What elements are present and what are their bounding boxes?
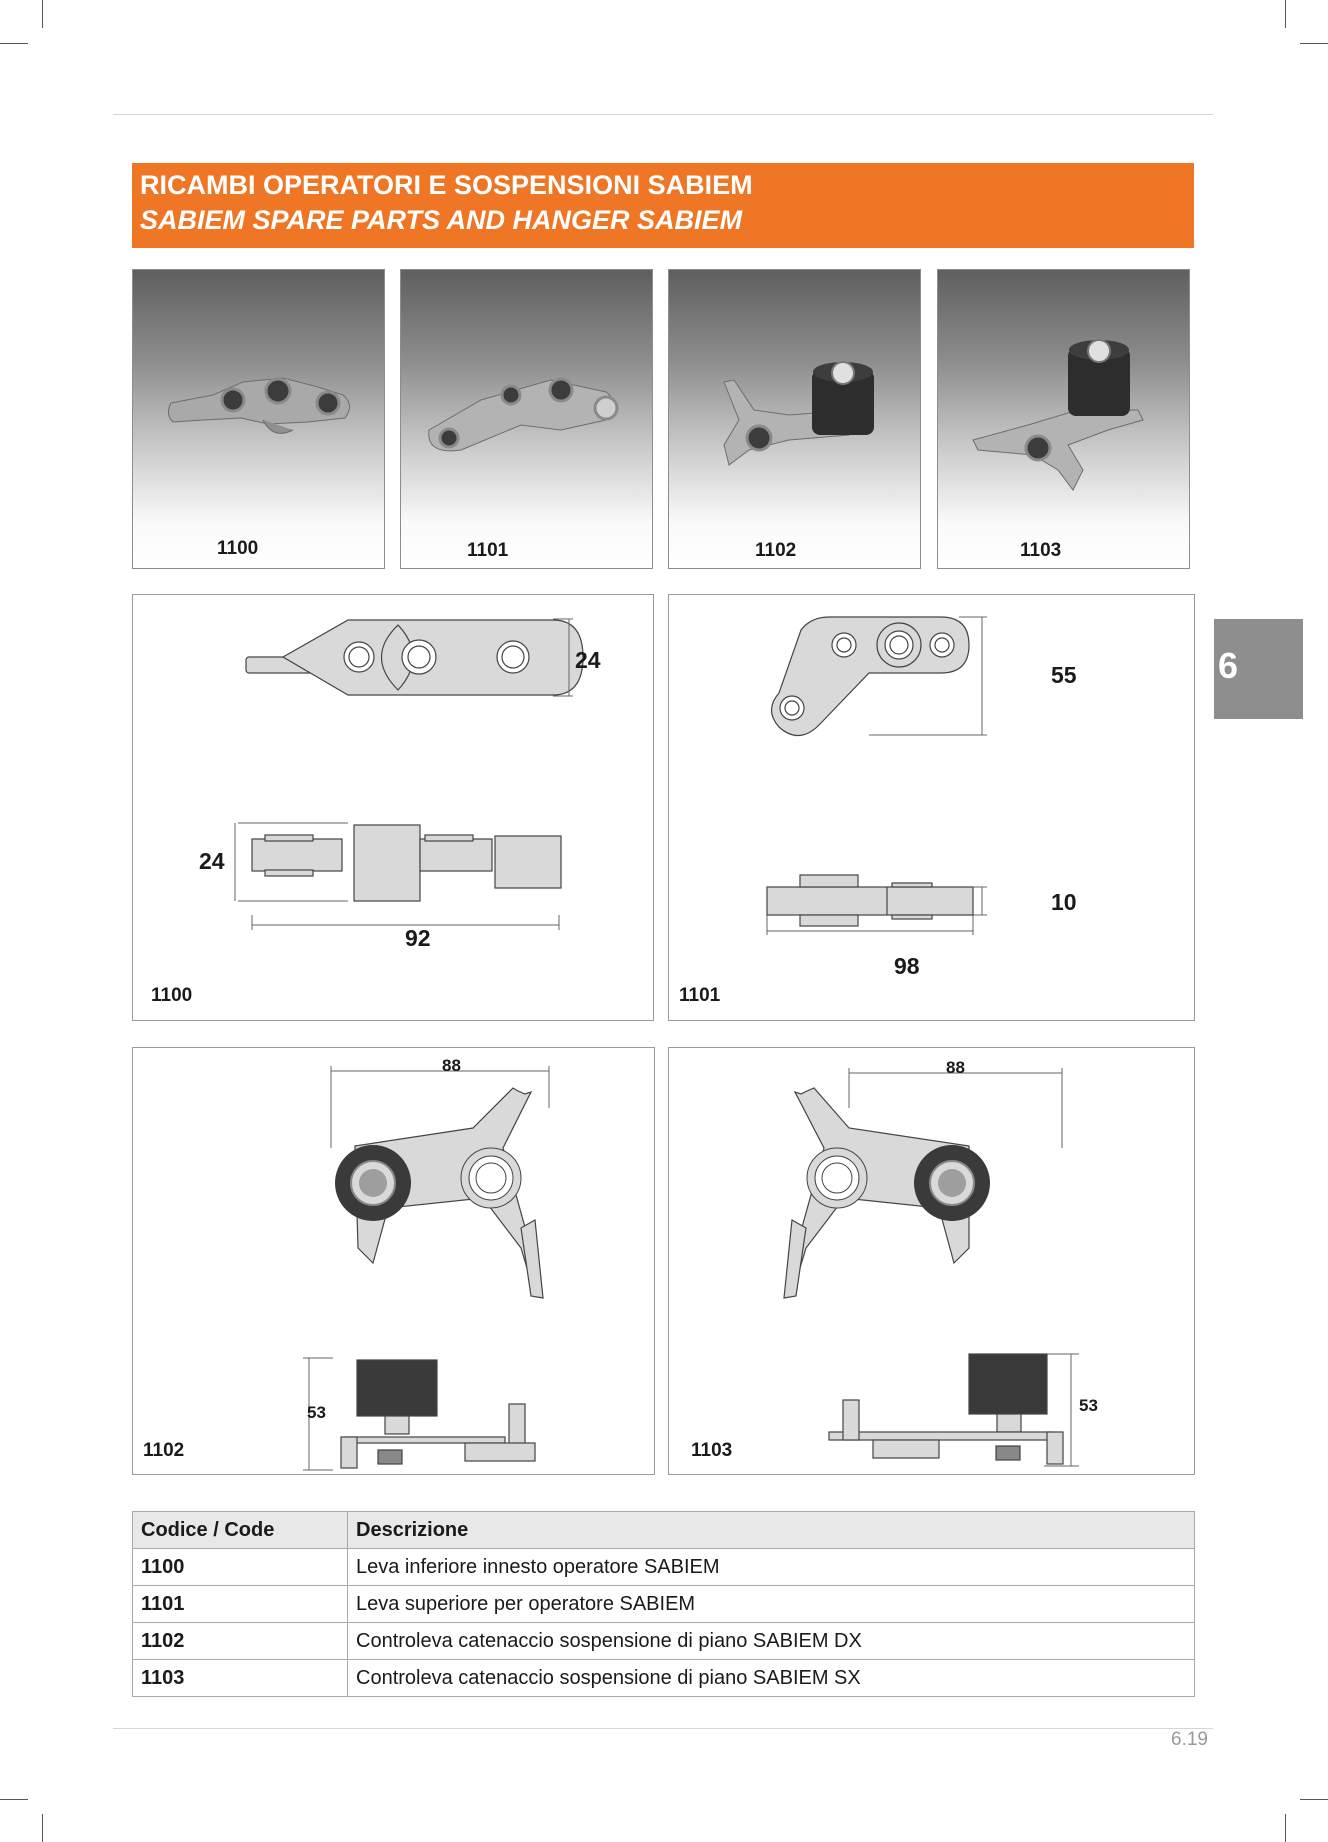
table-row [133, 1549, 1195, 1586]
dimension-label: 98 [894, 953, 920, 979]
dimension-label: 55 [1051, 662, 1077, 688]
part-description: Leva superiore per operatore SABIEM [348, 1586, 1195, 1623]
part-photo-1103 [938, 270, 1191, 570]
drawing-1103 [668, 1047, 1195, 1475]
photo-code: 1102 [755, 540, 797, 561]
column-header-code: Codice / Code [133, 1512, 348, 1549]
dimension-label: 53 [1079, 1396, 1098, 1415]
photo-1102 [668, 269, 921, 569]
parts-table [132, 1511, 1195, 1697]
table-row [133, 1660, 1195, 1697]
crop-mark [1285, 0, 1286, 28]
dimension-label: 53 [307, 1403, 326, 1422]
title-english: SABIEM SPARE PARTS AND HANGER SABIEM [140, 205, 743, 235]
column-header-description: Descrizione [348, 1512, 1195, 1549]
part-photo-1101 [401, 270, 654, 570]
dimension-label: 10 [1051, 889, 1077, 915]
technical-drawing [669, 1048, 1196, 1476]
photo-1100 [132, 269, 385, 569]
crop-mark [0, 1799, 28, 1800]
photo-code: 1100 [217, 538, 259, 559]
part-description: Controleva catenaccio sospensione di piano SABIEM SX [348, 1660, 1195, 1697]
crop-mark [1300, 1799, 1328, 1800]
technical-drawing [133, 1048, 656, 1476]
drawing-code: 1102 [143, 1440, 185, 1461]
crop-mark [1285, 1814, 1286, 1842]
part-code: 1100 [133, 1549, 348, 1586]
photo-1101 [400, 269, 653, 569]
dimension-label: 24 [575, 647, 601, 673]
drawing-1101 [668, 594, 1195, 1021]
title-italian: RICAMBI OPERATORI E SOSPENSIONI SABIEM [140, 170, 753, 200]
technical-drawing [669, 595, 1196, 1022]
section-tab [1214, 619, 1303, 719]
photo-code: 1101 [467, 540, 509, 561]
crop-mark [0, 43, 28, 44]
dimension-label: 24 [199, 848, 225, 874]
part-code: 1101 [133, 1586, 348, 1623]
page-number: 6.19 [1171, 1729, 1208, 1750]
part-photo-1100 [133, 270, 386, 570]
table-row [133, 1586, 1195, 1623]
crop-mark [1300, 43, 1328, 44]
crop-mark [42, 0, 43, 28]
part-code: 1102 [133, 1623, 348, 1660]
drawing-code: 1100 [151, 985, 193, 1006]
part-code: 1103 [133, 1660, 348, 1697]
dimension-label: 88 [946, 1058, 965, 1077]
drawing-code: 1103 [691, 1440, 733, 1461]
dimension-label: 92 [405, 925, 431, 951]
drawing-1102 [132, 1047, 655, 1475]
crop-mark [42, 1814, 43, 1842]
bottom-rule [113, 1728, 1213, 1729]
drawing-code: 1101 [679, 985, 721, 1006]
part-description: Controleva catenaccio sospensione di piano SABIEM DX [348, 1623, 1195, 1660]
top-rule [113, 114, 1213, 115]
part-photo-1102 [669, 270, 922, 570]
section-number: 6 [1218, 645, 1239, 686]
part-description: Leva inferiore innesto operatore SABIEM [348, 1549, 1195, 1586]
photo-1103 [937, 269, 1190, 569]
dimension-label: 88 [442, 1056, 461, 1075]
drawing-1100 [132, 594, 654, 1021]
photo-code: 1103 [1020, 540, 1062, 561]
table-header-row [133, 1512, 1195, 1549]
section-banner [132, 163, 1194, 248]
table-row [133, 1623, 1195, 1660]
